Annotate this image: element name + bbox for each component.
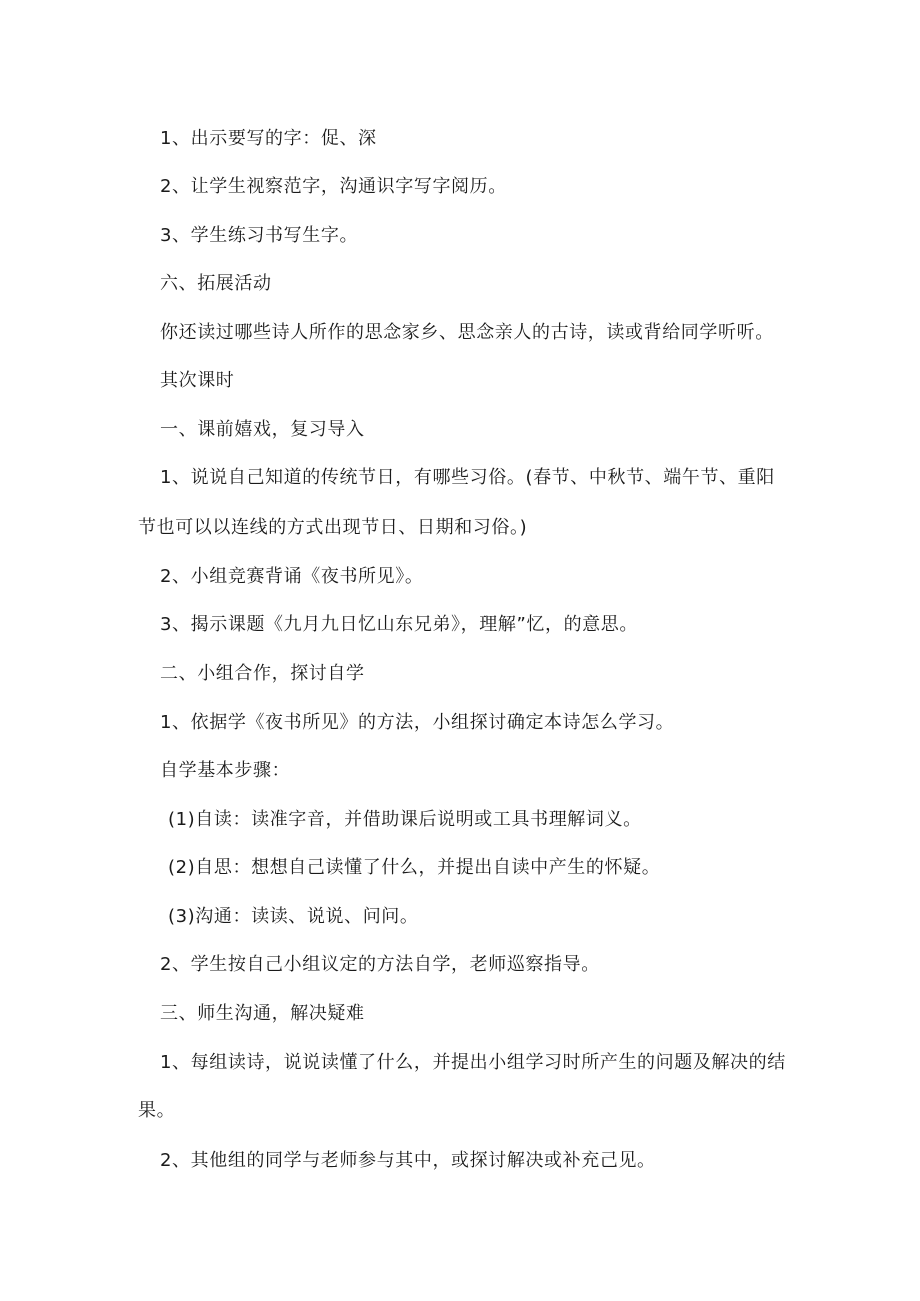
- paragraph: 1、说说自己知道的传统节日，有哪些习俗。(春节、中秋节、端午节、重阳: [160, 467, 775, 488]
- paragraph: 2、学生按自己小组议定的方法自学，老师巡察指导。: [160, 954, 600, 975]
- section-heading: 三、师生沟通，解决疑难: [160, 1003, 365, 1024]
- paragraph: 你还读过哪些诗人所作的思念家乡、思念亲人的古诗，读或背给同学听听。: [160, 322, 774, 343]
- paragraph: 1、每组读诗，说说读懂了什么，并提出小组学习时所产生的问题及解决的结: [160, 1052, 786, 1073]
- section-heading: 二、小组合作，探讨自学: [160, 663, 365, 684]
- paragraph: 1、出示要写的字：促、深: [160, 128, 377, 149]
- section-heading: 一、课前嬉戏，复习导入: [160, 419, 365, 440]
- section-heading: 六、拓展活动: [160, 273, 272, 294]
- paragraph: 1、依据学《夜书所见》的方法，小组探讨确定本诗怎么学习。: [160, 712, 675, 733]
- paragraph: 自学基本步骤：: [160, 760, 291, 781]
- paragraph: 2、其他组的同学与老师参与其中，或探讨解决或补充己见。: [160, 1150, 656, 1171]
- list-item: (2)自思：想想自己读懂了什么，并提出自读中产生的怀疑。: [168, 857, 661, 878]
- paragraph: 3、学生练习书写生字。: [160, 225, 359, 246]
- paragraph: 3、揭示课题《九月九日忆山东兄弟》，理解”忆，的意思。: [160, 614, 638, 635]
- paragraph: 2、小组竞赛背诵《夜书所见》。: [160, 566, 424, 587]
- paragraph-continuation: 节也可以以连线的方式出现节日、日期和习俗。): [138, 517, 528, 538]
- list-item: (3)沟通：读读、说说、问问。: [168, 906, 419, 927]
- paragraph-continuation: 果。: [138, 1100, 176, 1121]
- section-heading: 其次课时: [160, 370, 235, 391]
- list-item: (1)自读：读准字音，并借助课后说明或工具书理解词义。: [168, 809, 642, 830]
- paragraph: 2、让学生视察范字，沟通识字写字阅历。: [160, 176, 507, 197]
